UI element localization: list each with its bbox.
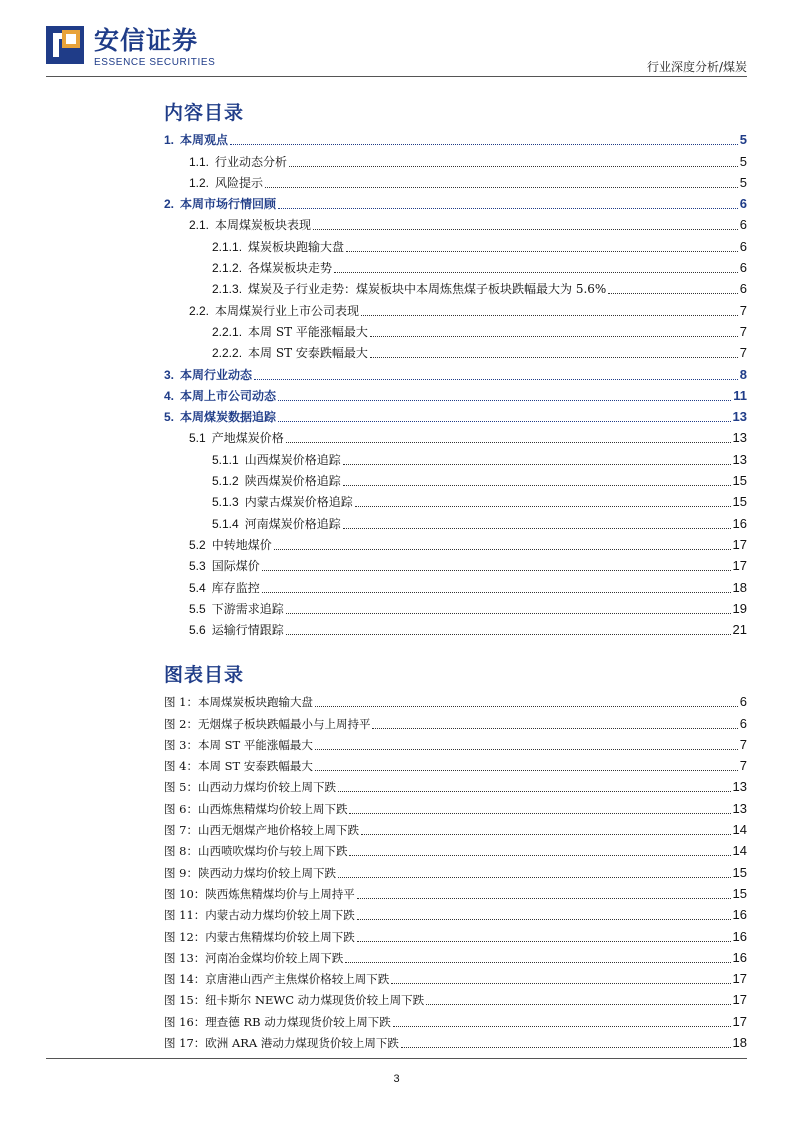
toc-entry-text: 本周行业动态 [180,367,253,382]
figure-entry[interactable] [164,710,747,731]
toc-entry-label [189,217,313,233]
toc-entry[interactable] [164,340,747,361]
toc-entry-text: 产地煤炭价格 [211,431,284,446]
dot-leader [357,919,731,920]
figure-entry-page: 16 [732,928,747,944]
toc-entry-number: 5.6 [189,623,206,638]
figure-entry-label [164,950,345,966]
toc-entry-page: 5 [739,153,747,169]
toc-entry-label [189,430,286,446]
figure-entry[interactable] [164,774,747,795]
figure-entry-page: 6 [739,694,747,710]
toc-entry[interactable] [164,617,747,638]
toc-entry-label [189,175,265,191]
figure-entry[interactable] [164,1008,747,1029]
toc-entry-text: 国际煤价 [211,559,260,574]
dot-leader [372,728,737,729]
toc-entry[interactable] [164,574,747,595]
toc-entry-number: 1.2. [189,175,210,190]
toc-entry-label [164,132,230,148]
dot-leader [343,528,731,529]
toc-entry-label [212,260,334,276]
figure-entry-number: 图 8： [164,844,198,859]
figure-entry[interactable] [164,859,747,880]
footer-divider [46,1058,747,1059]
toc-entry-label [189,622,286,638]
toc-entry-text: 行业动态分析 [215,154,288,169]
toc-entry-label [189,303,361,319]
figure-entry-text: 京唐港山西产主焦煤价格较上周下跌 [205,972,390,987]
toc-entry[interactable] [164,276,747,297]
toc-entry[interactable] [164,404,747,425]
figure-entry[interactable] [164,732,747,753]
dot-leader [355,506,731,507]
toc-entry-text: 本周 ST 平能涨幅最大 [248,324,368,339]
dot-leader [262,570,731,571]
toc-entry-label [164,409,278,425]
figure-entry-page: 7 [739,736,747,752]
figure-entry-number: 图 5： [164,780,198,795]
figure-entry-label [164,779,338,795]
toc-entry-number: 5.1 [189,431,206,446]
dot-leader [265,187,738,188]
toc-entry[interactable] [164,553,747,574]
toc-entry[interactable] [164,489,747,510]
toc-entry-page: 13 [732,430,747,446]
figure-entry[interactable] [164,881,747,902]
toc-entry-number: 4. [164,388,175,403]
dot-leader [313,229,738,230]
toc-entry[interactable] [164,233,747,254]
toc-entry-text: 本周煤炭行业上市公司表现 [215,303,360,318]
toc-entry-text: 本周上市公司动态 [180,388,277,403]
toc-entry-number: 2.2. [189,303,210,318]
toc-entry-page: 17 [732,536,747,552]
figure-entry-text: 山西喷吹煤均价与较上周下跌 [197,844,348,859]
toc-entry-label [164,196,278,212]
figure-entry-text: 山西无烟煤产地价格较上周下跌 [197,823,359,838]
figure-entry-text: 山西炼焦精煤均价较上周下跌 [197,801,348,816]
dot-leader [349,855,730,856]
toc-entry-label [189,601,286,617]
toc-entry-label [212,324,370,340]
figure-entry-number: 图 1： [164,695,198,710]
figure-entry-label [164,1035,401,1051]
toc-entry-page: 17 [732,558,747,574]
dot-leader [393,1026,731,1027]
toc-entry-number: 1. [164,133,175,148]
header-divider [46,76,747,77]
toc-entry-page: 6 [739,217,747,233]
figure-entry-page: 14 [732,843,747,859]
figure-entry[interactable] [164,966,747,987]
figure-entry[interactable] [164,795,747,816]
page-header [0,0,793,80]
dot-leader [346,251,738,252]
toc-entry[interactable] [164,596,747,617]
figure-entry-page: 17 [732,1013,747,1029]
toc-entry-text: 本周煤炭板块表现 [215,218,312,233]
dot-leader [274,549,731,550]
figure-entry-page: 13 [732,779,747,795]
figure-entry-text: 理查德 RB 动力煤现货价较上周下跌 [205,1014,391,1029]
figures-title: 图表目录 [164,664,245,686]
dot-leader [286,634,731,635]
toc-entry-label [164,388,278,404]
toc-entry-text: 运输行情跟踪 [211,623,284,638]
toc-entry-text: 本周 ST 安泰跌幅最大 [248,346,368,361]
figure-entry[interactable] [164,902,747,923]
toc-entry-number: 2. [164,197,175,212]
toc-entry-page: 6 [739,196,747,212]
dot-leader [343,485,731,486]
toc-entry-page: 6 [739,281,747,297]
dot-leader [338,877,731,878]
figure-entry[interactable] [164,753,747,774]
figure-entry-number: 图 4： [164,759,198,774]
dot-leader [361,834,731,835]
toc-entry[interactable] [164,127,747,148]
dot-leader [289,166,738,167]
toc-entry[interactable] [164,170,747,191]
dot-leader [401,1047,731,1048]
figure-entry[interactable] [164,689,747,710]
toc-entry-page: 5 [739,132,747,148]
toc-entry-number: 2.2.2. [212,346,243,361]
toc-entry-label [212,473,343,489]
toc-entry-page: 7 [739,345,747,361]
toc-entry-number: 2.1.2. [212,261,243,276]
toc-entry[interactable] [164,468,747,489]
dot-leader [608,293,737,294]
figure-entry[interactable] [164,987,747,1008]
figure-entry-text: 山西动力煤均价较上周下跌 [197,780,336,795]
toc-entry-page: 13 [732,409,747,425]
figure-entry-page: 17 [732,992,747,1008]
figures-list [164,689,747,1051]
dot-leader [286,442,731,443]
toc-list [164,127,747,638]
toc-entry-label [189,558,262,574]
figure-entry-text: 欧洲 ARA 港动力煤现货价较上周下跌 [205,1036,399,1051]
figure-entry-label [164,971,391,987]
toc-entry-text: 本周市场行情回顾 [180,197,277,212]
toc-entry-label [212,452,343,468]
toc-entry-text: 煤炭板块跑输大盘 [248,239,345,254]
dot-leader [286,613,731,614]
figure-entry-label [164,1014,393,1030]
figure-entry-number: 图 15： [164,993,206,1008]
toc-entry[interactable] [164,191,747,212]
dot-leader [426,1004,730,1005]
toc-entry-number: 3. [164,367,175,382]
figure-entry-page: 15 [732,864,747,880]
dot-leader [349,813,730,814]
figure-entry-label [164,886,357,902]
figure-entry-number: 图 3： [164,737,198,752]
toc-entry-number: 5.5 [189,601,206,616]
dot-leader [278,400,731,401]
toc-entry-page: 19 [732,600,747,616]
dot-leader [230,144,738,145]
toc-entry-label [212,494,355,510]
figure-entry-number: 图 11： [164,908,206,923]
logo-en-text: ESSENCE SECURITIES [94,57,216,68]
figure-entry-number: 图 9： [164,865,198,880]
toc-entry-page: 8 [739,366,747,382]
toc-entry-page: 21 [732,622,747,638]
figure-entry-text: 本周 ST 平能涨幅最大 [197,737,313,752]
toc-entry-page: 5 [739,174,747,190]
figure-entry-page: 18 [732,1035,747,1051]
toc-entry-text: 本周煤炭数据追踪 [180,410,277,425]
figure-entry-label [164,907,357,923]
figure-entry-page: 14 [732,822,747,838]
toc-entry-text: 河南煤炭价格追踪 [244,516,341,531]
toc-entry-label [212,239,346,255]
dot-leader [315,770,738,771]
dot-leader [338,791,731,792]
dot-leader [278,208,738,209]
toc-entry[interactable] [164,319,747,340]
toc-entry-number: 5.2 [189,537,206,552]
dot-leader [315,706,738,707]
toc-entry-number: 2.2.1. [212,324,243,339]
toc-entry-page: 15 [732,473,747,489]
toc-entry[interactable] [164,532,747,553]
figure-entry-page: 7 [739,758,747,774]
figure-entry-text: 河南冶金煤均价较上周下跌 [205,950,344,965]
figure-entry-number: 图 2： [164,716,198,731]
toc-entry-page: 6 [739,260,747,276]
dot-leader [391,983,730,984]
page-number: 3 [393,1073,400,1085]
toc-entry-number: 5.4 [189,580,206,595]
report-category: 行业深度分析/煤炭 [646,60,747,74]
toc-entry-page: 15 [732,494,747,510]
dot-leader [357,898,731,899]
figure-entry-page: 15 [732,885,747,901]
dot-leader [361,315,738,316]
toc-entry[interactable] [164,425,747,446]
toc-entry[interactable] [164,383,747,404]
figure-entry-number: 图 13： [164,950,206,965]
toc-entry-number: 5. [164,410,175,425]
toc-entry-text: 风险提示 [215,175,264,190]
dot-leader [370,336,738,337]
dot-leader [262,592,731,593]
toc-entry[interactable] [164,297,747,318]
figure-entry-text: 纽卡斯尔 NEWC 动力煤现货价较上周下跌 [205,993,425,1008]
toc-entry-text: 各煤炭板块走势 [248,261,333,276]
figure-entry-text: 本周煤炭板块跑输大盘 [197,695,313,710]
figure-entry-label [164,758,315,774]
toc-entry[interactable] [164,212,747,233]
figure-entry-page: 6 [739,715,747,731]
dot-leader [345,962,730,963]
logo-cn-text: 安信证券 [94,26,199,55]
figure-entry-number: 图 10： [164,886,206,901]
toc-entry-page: 18 [732,579,747,595]
figure-entry-label [164,694,315,710]
figure-entry-number: 图 6： [164,801,198,816]
figure-entry[interactable] [164,838,747,859]
figure-entry-text: 无烟煤子板块跌幅最小与上周持平 [197,716,371,731]
toc-entry-label [212,281,608,297]
toc-entry-label [212,516,343,532]
toc-entry-text: 本周观点 [180,133,229,148]
toc-entry-page: 7 [739,323,747,339]
figure-entry-text: 本周 ST 安泰跌幅最大 [197,759,313,774]
toc-entry-number: 1.1. [189,154,210,169]
figure-entry-page: 13 [732,800,747,816]
figure-entry-label [164,992,426,1008]
toc-entry[interactable] [164,148,747,169]
toc-entry-page: 7 [739,302,747,318]
toc-entry-number: 2.1.1. [212,239,243,254]
dot-leader [334,272,738,273]
toc-entry-text: 山西煤炭价格追踪 [244,452,341,467]
toc-entry-page: 11 [733,387,747,403]
toc-entry-text: 中转地煤价 [211,537,272,552]
figure-entry-page: 17 [732,971,747,987]
logo-icon [46,26,84,64]
toc-entry-number: 5.1.4 [212,516,239,531]
figure-entry-text: 内蒙古动力煤均价较上周下跌 [205,908,355,923]
figure-entry-number: 图 12： [164,929,206,944]
toc-entry[interactable] [164,446,747,467]
figure-entry-number: 图 17： [164,1036,206,1051]
toc-entry-number: 2.1. [189,218,210,233]
figure-entry[interactable] [164,1030,747,1051]
figure-entry-text: 陕西动力煤均价较上周下跌 [197,865,336,880]
toc-entry-page: 16 [732,515,747,531]
toc-entry[interactable] [164,361,747,382]
dot-leader [370,357,738,358]
toc-entry-label [212,345,370,361]
dot-leader [315,749,738,750]
toc-entry-label [164,367,254,383]
figure-entry-number: 图 7： [164,823,198,838]
figure-entry-page: 16 [732,949,747,965]
toc-entry-number: 5.1.1 [212,452,239,467]
dot-leader [357,941,731,942]
figure-entry-text: 内蒙古焦精煤均价较上周下跌 [205,929,355,944]
figure-entry-label [164,843,349,859]
toc-entry-label [189,580,262,596]
toc-entry-number: 5.1.2 [212,474,239,489]
figure-entry[interactable] [164,923,747,944]
figure-entry-number: 图 14： [164,972,206,987]
figure-entry-label [164,865,338,881]
toc-entry-number: 5.1.3 [212,495,239,510]
dot-leader [343,464,731,465]
toc-entry-number: 2.1.3. [212,282,243,297]
toc-entry[interactable] [164,255,747,276]
figure-entry-page: 16 [732,907,747,923]
toc-entry-label [189,154,289,170]
dot-leader [254,379,738,380]
toc-entry-text: 下游需求追踪 [211,601,284,616]
toc-title: 内容目录 [164,102,245,124]
figure-entry-text: 陕西炼焦精煤均价与上周持平 [205,886,355,901]
figure-entry-label [164,822,361,838]
figure-entry-label [164,929,357,945]
toc-entry-page: 6 [739,238,747,254]
toc-entry-text: 库存监控 [211,580,260,595]
toc-entry-text: 陕西煤炭价格追踪 [244,474,341,489]
toc-entry-text: 内蒙古煤炭价格追踪 [244,495,353,510]
figure-entry-label [164,716,372,732]
figure-entry[interactable] [164,817,747,838]
dot-leader [278,421,731,422]
toc-entry-page: 13 [732,451,747,467]
toc-entry-number: 5.3 [189,559,206,574]
figure-entry-label [164,801,349,817]
figure-entry-number: 图 16： [164,1014,206,1029]
figure-entry[interactable] [164,945,747,966]
toc-entry[interactable] [164,510,747,531]
figure-entry-label [164,737,315,753]
toc-entry-text: 煤炭及子行业走势：煤炭板块中本周炼焦煤子板块跌幅最大为 5.6% [248,282,607,297]
toc-entry-label [189,537,274,553]
